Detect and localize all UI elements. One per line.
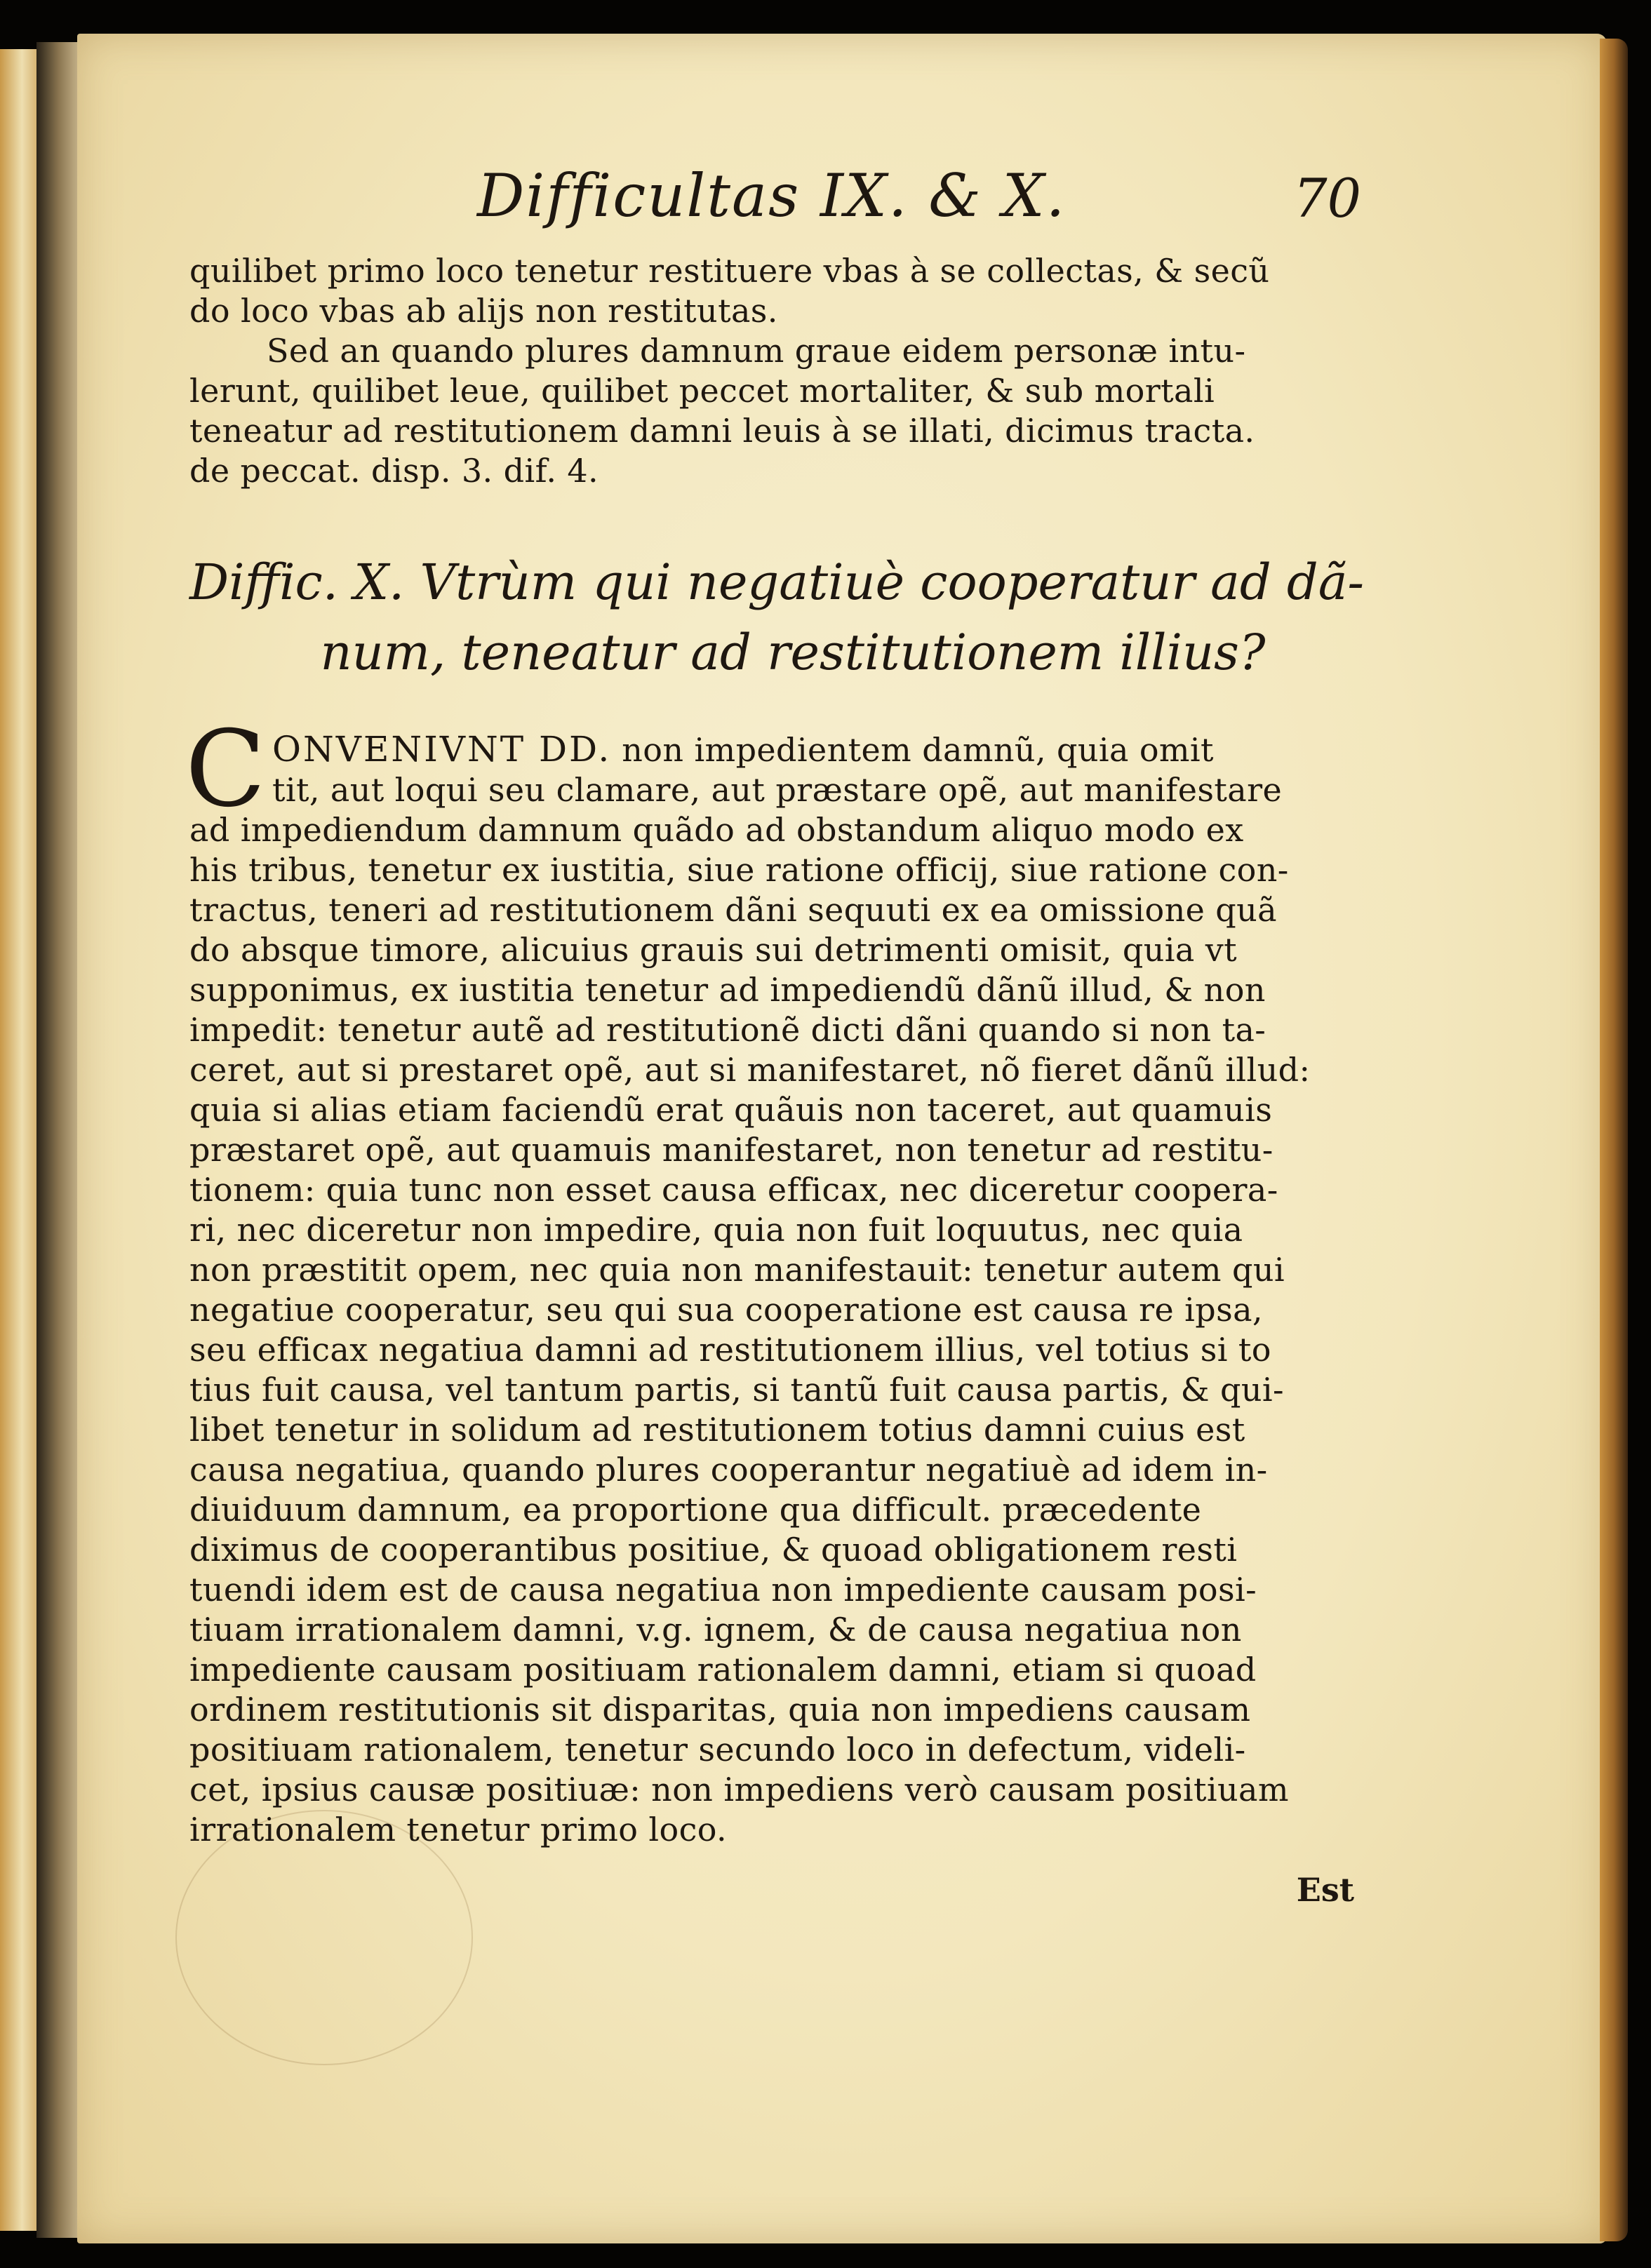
- catchword-row: [189, 1871, 1354, 1927]
- text-line: tiuam irrationalem damni, v.g. ignem, & de causa negatiua non: [189, 1611, 1242, 1649]
- text-line: ri, nec diceretur non impedire, quia non fuit loquutus, nec quia: [189, 1211, 1243, 1249]
- main-paragraph: [185, 709, 1354, 1850]
- heading-line: num, teneatur ad restitutionem illius?: [320, 624, 1266, 681]
- text-line: libet tenetur in solidum ad restitutionem totius damni cuius est: [189, 1411, 1245, 1449]
- text-line: diximus de cooperantibus positiue, & quoad obligationem resti: [189, 1531, 1238, 1569]
- page-text: [185, 161, 1365, 1927]
- text-line: [189, 730, 1354, 770]
- text-line: tractus, teneri ad restitutionem dãni sequuti ex ea omissione quã: [189, 891, 1277, 929]
- text-line: lerunt, quilibet leue, quilibet peccet mortaliter, & sub mortali: [189, 372, 1215, 410]
- text-line: quilibet primo loco tenetur restituere vbas à se collectas, & secũ: [189, 252, 1270, 290]
- section-heading: [189, 547, 1365, 687]
- text-line: tionem: quia tunc non esset causa efficax, nec diceretur coopera-: [189, 1171, 1278, 1209]
- text-line: positiuam rationalem, tenetur secundo loco in defectum, videli-: [189, 1731, 1246, 1769]
- opening-rest: non impedientem damnũ, quia omit: [611, 731, 1214, 769]
- left-page-edge: [0, 49, 36, 2231]
- text-line: supponimus, ex iustitia tenetur ad impediendũ dãnũ illud, & non: [189, 971, 1266, 1009]
- running-title: Difficultas IX. & X.: [477, 161, 1067, 230]
- text-line: do absque timore, alicuius grauis sui detrimenti omisit, quia vt: [189, 931, 1238, 969]
- text-line: impedit: tenetur autẽ ad restitutionẽ dicti dãni quando si non ta-: [189, 1011, 1266, 1049]
- page-right-edge: [1600, 39, 1628, 2241]
- text-line: ceret, aut si prestaret opẽ, aut si manifestaret, nõ fieret dãnũ illud:: [189, 1051, 1311, 1089]
- text-line: de peccat. disp. 3. dif. 4.: [189, 452, 599, 490]
- text-line: his tribus, tenetur ex iustitia, siue ratione officij, siue ratione con-: [189, 851, 1289, 889]
- drop-cap: C: [185, 709, 266, 831]
- paragraph-continued: [189, 251, 1354, 331]
- text-line: tius fuit causa, vel tantum partis, si tantũ fuit causa partis, & qui-: [189, 1371, 1284, 1409]
- text-line: tit, aut loqui seu clamare, aut præstare opẽ, aut manifestare: [272, 771, 1283, 809]
- catchword: Est: [1296, 1871, 1354, 1909]
- text-line: cet, ipsius causæ positiuæ: non impediens verò causam positiuam: [189, 1771, 1289, 1809]
- text-line: do loco vbas ab alijs non restitutas.: [189, 292, 778, 330]
- text-line: teneatur ad restitutionem damni leuis à se illati, dicimus tracta.: [189, 412, 1255, 450]
- text-line: ad impediendum damnum quãdo ad obstandum aliquo modo ex: [189, 811, 1244, 849]
- opening-caps: ONVENIVNT DD.: [272, 729, 612, 770]
- text-line: non præstitit opem, nec quia non manifestauit: tenetur autem qui: [189, 1251, 1285, 1289]
- text-line: seu efficax negatiua damni ad restitutionem illius, vel totius si to: [189, 1331, 1271, 1369]
- text-line: diuiduum damnum, ea proportione qua difficult. præcedente: [189, 1491, 1202, 1529]
- text-line: causa negatiua, quando plures cooperantur negatiuè ad idem in-: [189, 1451, 1268, 1489]
- text-line: ordinem restitutionis sit disparitas, quia non impediens causam: [189, 1691, 1251, 1729]
- text-line: tuendi idem est de causa negatiua non impediente causam posi-: [189, 1571, 1257, 1609]
- page-number: 70: [1293, 167, 1361, 229]
- paragraph-sed-an: [189, 331, 1354, 491]
- text-line: præstaret opẽ, aut quamuis manifestaret, non tenetur ad restitu-: [189, 1131, 1274, 1169]
- text-line: irrationalem tenetur primo loco.: [189, 1811, 728, 1848]
- text-line: impediente causam positiuam rationalem damni, etiam si quoad: [189, 1651, 1257, 1689]
- heading-line: Diffic. X. Vtrùm qui negatiuè cooperatur ad dã-: [189, 553, 1365, 611]
- page-header: [189, 161, 1361, 246]
- text-line: quia si alias etiam faciendũ erat quãuis non taceret, aut quamuis: [189, 1091, 1273, 1129]
- text-line: negatiue cooperatur, seu qui sua cooperatione est causa re ipsa,: [189, 1291, 1263, 1329]
- text-line: Sed an quando plures damnum graue eidem personæ intu-: [267, 332, 1246, 370]
